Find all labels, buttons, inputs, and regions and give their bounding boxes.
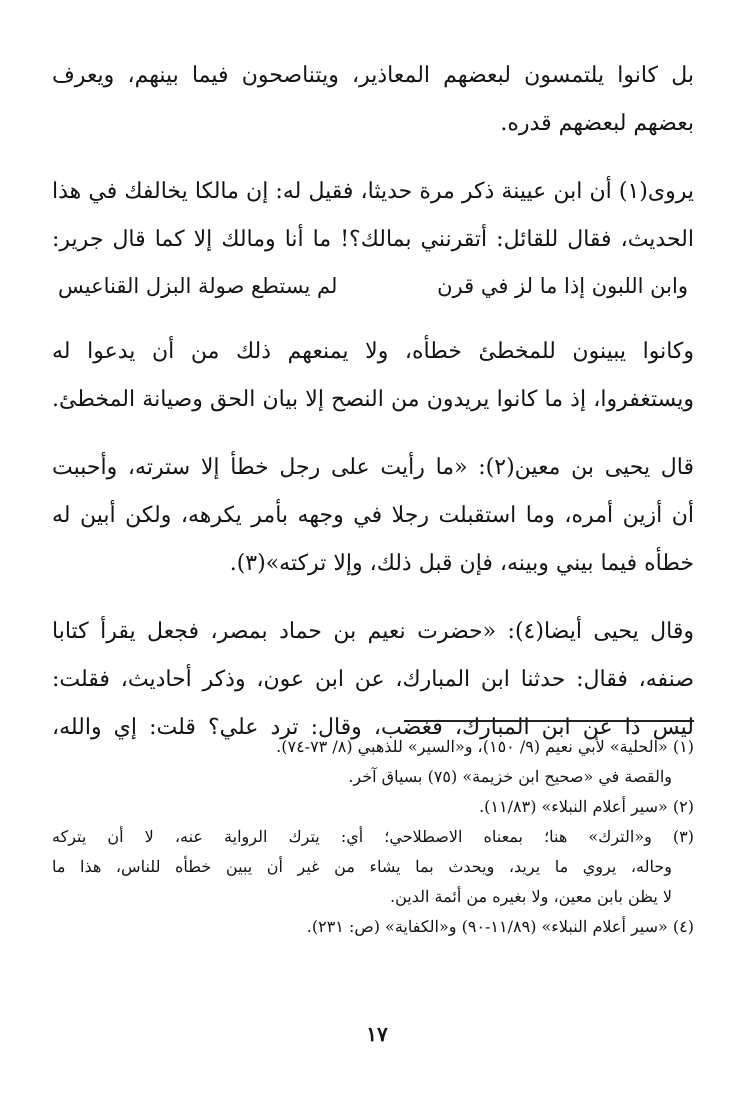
- footnote-line: (٣) و«الترك» هنا؛ بمعناه الاصطلاحي؛ أي: يترك الرواية عنه، لا أن يتركه: [52, 827, 695, 846]
- text-line: وقال يحيى أيضا(٤): «حضرت نعيم بن حماد بمصر، فجعل يقرأ كتابا: [52, 619, 694, 644]
- footnote-3: [52, 822, 694, 912]
- text-line: يروى(١) أن ابن عيينة ذكر مرة حديثا، فقيل له: إن مالكا يخالفك في هذا: [52, 179, 694, 204]
- text-line: قال يحيى بن معين(٢): «ما رأيت على رجل خطأ إلا سترته، وأحببت: [52, 455, 694, 480]
- footnote-4: [52, 912, 694, 942]
- paragraph-5: [52, 608, 694, 752]
- main-text: [52, 52, 694, 752]
- footnote-separator: [404, 720, 694, 722]
- text-line: الحديث، فقال للقائل: أتقرنني بمالك؟! ما أنا ومالك إلا كما قال جرير:: [52, 227, 694, 252]
- text-line: أن أزين أمره، وما استقبلت رجلا في وجهه بأمر يكرهه، ولكن أبين له: [52, 503, 694, 528]
- footnote-line: (٤) «سير أعلام النبلاء» (١١/٨٩-٩٠) و«الكفاية» (ص: ٢٣١).: [306, 917, 694, 936]
- footnote-2: [52, 792, 694, 822]
- text-line: وكانوا يبينون للمخطئ خطأه، ولا يمنعهم ذلك من أن يدعوا له: [52, 339, 694, 364]
- footnote-line: وحاله، يروي ما يريد، ويحدث بما يشاء من غير أن يبين خطأه للناس، هذا ما: [52, 857, 672, 876]
- footnote-line: والقصة في «صحيح ابن خزيمة» (٧٥) بسياق آخر.: [348, 767, 672, 786]
- page-number: ١٧: [366, 1022, 388, 1046]
- footnote-1: [52, 732, 694, 792]
- text-line: صنفه، فقال: حدثنا ابن المبارك، عن ابن عون، وذكر أحاديث، فقلت:: [52, 667, 694, 692]
- text-line: ليس ذا عن ابن المبارك، فغضب، وقال: ترد علي؟ قلت: إي والله،: [52, 715, 694, 740]
- text-line: ويستغفروا، إذ ما كانوا يريدون من النصح إلا بيان الحق وصيانة المخطئ.: [52, 387, 694, 412]
- footnotes: [52, 732, 694, 942]
- poetry-verse: [52, 264, 694, 308]
- paragraph-1: [52, 52, 694, 148]
- paragraph-3: [52, 328, 694, 424]
- text-line: خطأه فيما بيني وبينه، فإن قبل ذلك، وإلا تركته»(٣).: [229, 551, 694, 576]
- footnote-line: (١) «الحلية» لأبي نعيم (٩/ ١٥٠)، و«السير» للذهبي (٨/ ٧٣-٧٤).: [276, 737, 694, 756]
- verse-second-hemistich: لم يستطع صولة البزل القناعيس: [58, 274, 338, 298]
- footnote-line: لا يظن بابن معين، ولا بغيره من أئمة الدين.: [390, 887, 672, 906]
- text-line: بل كانوا يلتمسون لبعضهم المعاذير، ويتناصحون فيما بينهم، ويعرف: [52, 63, 694, 88]
- paragraph-4: [52, 444, 694, 588]
- text-line: بعضهم لبعضهم قدره.: [500, 111, 694, 136]
- footnote-line: (٢) «سير أعلام النبلاء» (١١/٨٣).: [479, 797, 694, 816]
- verse-first-hemistich: وابن اللبون إذا ما لز في قرن: [437, 274, 688, 298]
- paragraph-2: [52, 168, 694, 264]
